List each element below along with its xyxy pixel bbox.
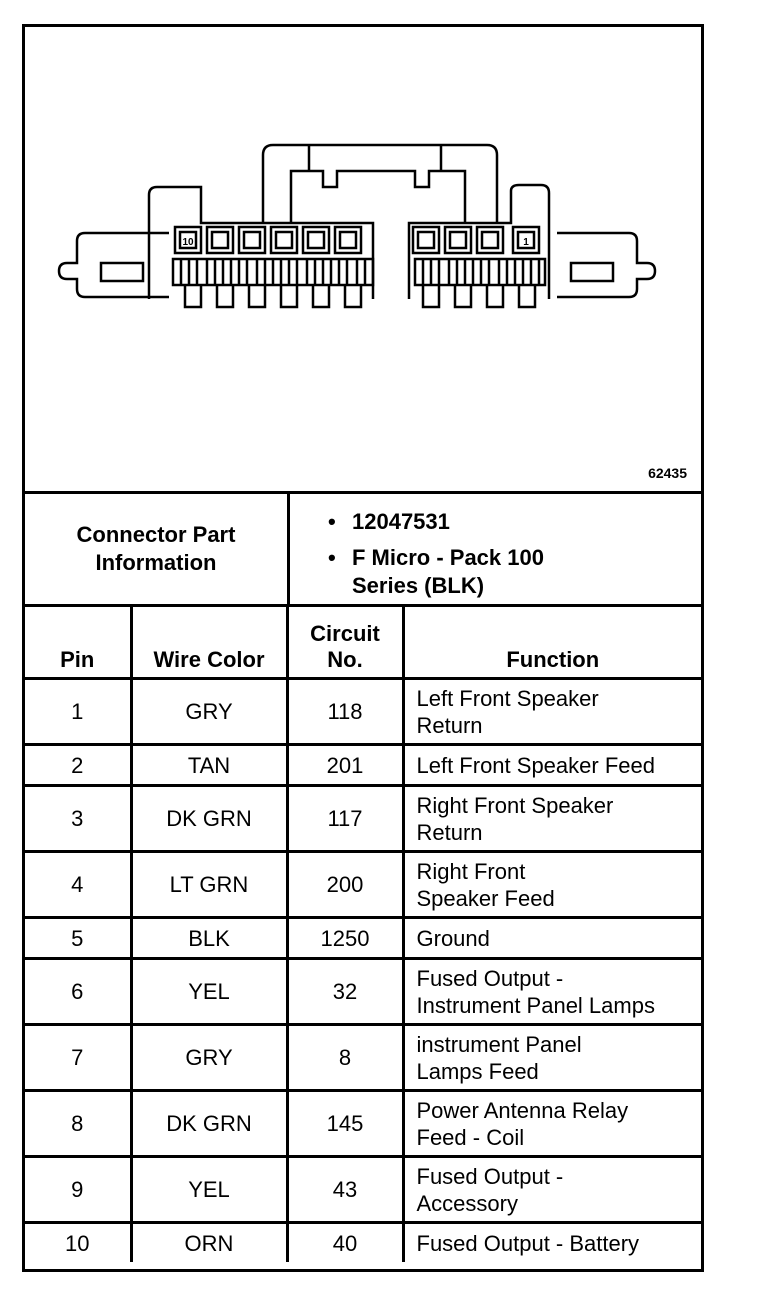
circuit-cell: 145: [287, 1091, 403, 1157]
cavity-label-1: 1: [523, 237, 529, 248]
circuit-cell: 201: [287, 745, 403, 786]
function-cell: [403, 1091, 701, 1157]
function-line2: Return: [416, 819, 483, 845]
function-line2: Instrument Panel Lamps: [416, 992, 655, 1018]
left-lower-terminals: [173, 259, 373, 285]
wire-color-cell: GRY: [131, 679, 287, 745]
header-circuit-line1: Circuit: [310, 621, 380, 646]
function-line2: Lamps Feed: [416, 1058, 539, 1084]
pin-cell: 9: [25, 1157, 131, 1223]
wire-color-cell: TAN: [131, 745, 287, 786]
pin-cell: 5: [25, 918, 131, 959]
header-circuit-line2: No.: [327, 647, 363, 672]
table-row: [25, 679, 701, 745]
function-cell: [403, 918, 701, 959]
pinout-table: [25, 607, 701, 1262]
function-line1: Left Front Speaker: [416, 685, 599, 711]
connector-drawing: [25, 27, 701, 491]
part-number-item: [290, 508, 700, 536]
table-row: [25, 852, 701, 918]
table-row: [25, 786, 701, 852]
function-line1: Right Front: [416, 858, 526, 884]
right-lower-terminals: [415, 259, 545, 285]
wire-color-cell: YEL: [131, 1157, 287, 1223]
circuit-cell: 117: [287, 786, 403, 852]
function-line2: Speaker Feed: [416, 885, 555, 911]
function-line1: instrument Panel: [416, 1031, 582, 1057]
series-line1: • F Micro - Pack 100: [352, 545, 544, 570]
table-row: [25, 1091, 701, 1157]
function-line1: Fused Output -: [416, 1163, 564, 1189]
function-cell: [403, 745, 701, 786]
connector-info-label-line2: Information: [95, 550, 217, 575]
connector-info-list: [290, 508, 700, 608]
function-cell: [403, 852, 701, 918]
function-cell: [403, 786, 701, 852]
circuit-cell: 40: [287, 1223, 403, 1263]
pin-cell: 7: [25, 1025, 131, 1091]
connector-sheet: [22, 24, 704, 1272]
header-wire-color: Wire Color: [131, 607, 287, 679]
wire-color-cell: LT GRN: [131, 852, 287, 918]
connector-part-info: [25, 494, 701, 607]
table-row: [25, 1223, 701, 1263]
function-line1: Fused Output - Battery: [416, 1230, 640, 1256]
pin-cell: 8: [25, 1091, 131, 1157]
cavity-label-10: 10: [182, 237, 194, 248]
part-number: • 12047531: [352, 509, 450, 534]
function-cell: [403, 959, 701, 1025]
pin-cell: 1: [25, 679, 131, 745]
function-cell: [403, 1025, 701, 1091]
function-line2: Accessory: [416, 1190, 518, 1216]
function-line1: Ground: [416, 925, 490, 951]
left-upper-cavities: [175, 227, 361, 253]
pin-cell: 4: [25, 852, 131, 918]
function-cell: [403, 1157, 701, 1223]
circuit-cell: 1250: [287, 918, 403, 959]
wire-color-cell: GRY: [131, 1025, 287, 1091]
figure-id: 62435: [648, 465, 687, 481]
wire-color-cell: DK GRN: [131, 786, 287, 852]
function-cell: [403, 679, 701, 745]
table-row: [25, 1157, 701, 1223]
function-line2: Feed - Coil: [416, 1124, 525, 1150]
table-row: [25, 959, 701, 1025]
wire-color-cell: DK GRN: [131, 1091, 287, 1157]
function-line2: Return: [416, 712, 483, 738]
header-function: Function: [403, 607, 701, 679]
header-pin: Pin: [25, 607, 131, 679]
connector-info-label: [25, 494, 290, 604]
right-upper-cavities: [413, 227, 539, 253]
wire-color-cell: ORN: [131, 1223, 287, 1263]
table-row: [25, 1025, 701, 1091]
table-row: [25, 918, 701, 959]
series-item: [290, 544, 700, 600]
table-row: [25, 745, 701, 786]
pin-cell: 6: [25, 959, 131, 1025]
circuit-cell: 32: [287, 959, 403, 1025]
pin-cell: 3: [25, 786, 131, 852]
function-line1: Right Front Speaker: [416, 792, 614, 818]
pin-cell: 2: [25, 745, 131, 786]
wire-color-cell: BLK: [131, 918, 287, 959]
function-line1: Left Front Speaker Feed: [416, 752, 655, 778]
function-cell: [403, 1223, 701, 1263]
circuit-cell: 200: [287, 852, 403, 918]
connector-info-label-line1: Connector Part: [76, 522, 236, 547]
circuit-cell: 118: [287, 679, 403, 745]
pin-cell: 10: [25, 1223, 131, 1263]
connector-figure: [25, 27, 701, 494]
series-line2: Series (BLK): [352, 573, 485, 598]
header-circuit: [287, 607, 403, 679]
function-line1: Fused Output -: [416, 965, 564, 991]
circuit-cell: 8: [287, 1025, 403, 1091]
table-header-row: [25, 607, 701, 679]
function-line1: Power Antenna Relay: [416, 1097, 629, 1123]
circuit-cell: 43: [287, 1157, 403, 1223]
wire-color-cell: YEL: [131, 959, 287, 1025]
